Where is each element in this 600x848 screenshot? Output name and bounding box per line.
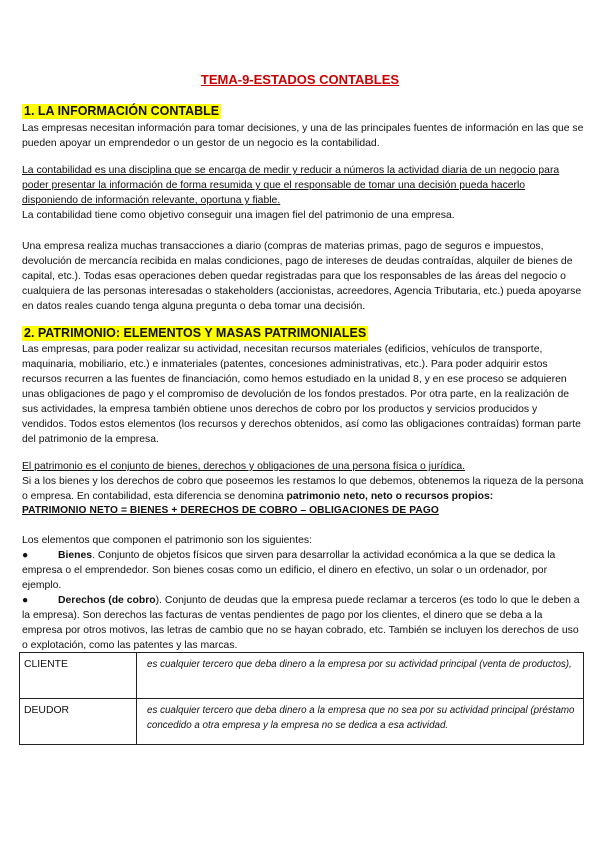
paragraph: Los elementos que componen el patrimonio son los siguientes: [22,535,312,546]
paragraph-text: Si a los bienes y los derechos de cobro que poseemos les restamos lo que debemos, obtenemos la riqueza de la persona o empresa. En contabilidad, esta diferencia se denomina [22,476,584,502]
table-cell-description: es cualquier tercero que deba dinero a la empresa por su actividad principal (venta de productos), [137,653,584,699]
table-row [20,653,584,699]
table-cell-description: es cualquier tercero que deba dinero a la empresa que no sea por su actividad principal (préstamo concedido a otra empresa y la empresa no se dedica a esa actividad. [137,699,584,745]
paragraph: Una empresa realiza muchas transacciones a diario (compras de materias primas, pago de seguros e impuestos, devolución de mercancía recibida en malas condiciones, pago de intereses de deudas contraídas, alquiler de bienes de capital, etc.). Todas esas operaciones deben quedar registradas para que los responsables de las áreas del negocio o cualquiera de las personas interesadas o stakeholders (accionistas, acreedores, Agencia Tributaria, etc.) pueda apoyarse en datos reales cuando tenga alguna pregunta o deba tomar una decisión. [22,241,582,312]
section-heading-patrimonio: 2. PATRIMONIO: ELEMENTOS Y MASAS PATRIMONIALES [24,326,367,340]
document-title: TEMA-9-ESTADOS CONTABLES [200,72,400,87]
table-row [20,699,584,745]
paragraph: Las empresas necesitan información para tomar decisiones, y una de las principales fuentes de información en las que se pueden apoyar un emprendedor o un gestor de un negocio es la contabilidad. [22,123,584,149]
derechos-label: Derechos (de cobro [58,595,156,606]
paragraph: La contabilidad tiene como objetivo conseguir una imagen fiel del patrimonio de una empresa. [22,210,455,221]
definitions-table [19,652,584,745]
section-heading-informacion-contable: 1. LA INFORMACIÓN CONTABLE [24,104,220,118]
table-cell-term: CLIENTE [20,653,137,699]
paragraph [22,474,584,504]
bullet-icon: ● [22,550,29,561]
paragraph: Las empresas, para poder realizar su actividad, necesitan recursos materiales (edificios, vehículos de transporte, maquinaria, mobiliario, etc.) e inmateriales (patentes, concesiones administrativas, etc.). Para poder adquirir estos recursos recurren a las fuentes de financiación, como hemos estudiado en la unidad 8, y en ese proceso se adquieren unas obligaciones de pago y el compromiso de devolución de los fondos prestados. Por otra parte, en la realización de sus actividades, la empresa también obtiene unos derechos de cobro por los productos y servicios producidos y vendidos. Todos estos elementos (los recursos y derechos obtenidos, así como las obligaciones contraídas) forman parte del patrimonio de la empresa. [22,344,581,445]
definition-paragraph: El patrimonio es el conjunto de bienes, derechos y obligaciones de una persona física o jurídica. [22,461,466,472]
patrimonio-formula: PATRIMONIO NETO = BIENES + DERECHOS DE COBRO – OBLIGACIONES DE PAGO [22,505,439,516]
bienes-label: Bienes [58,550,93,561]
patrimonio-neto-term: patrimonio neto, neto o recursos propios: [286,491,494,502]
definition-paragraph: La contabilidad es una disciplina que se encarga de medir y reducir a números la actividad diaria de un negocio para poder presentar la información de forma resumida y que el responsable de tomar una decisión pueda hacerlo disponiendo de información relevante, oportuna y fiable. [22,165,560,206]
table-cell-term: DEUDOR [20,699,137,745]
list-item-derechos [22,593,584,653]
derechos-text: ). Conjunto de deudas que la empresa puede reclamar a terceros (es todo lo que le deben a la empresa). Son derechos las facturas de ventas pendientes de pago por los clientes, el dinero que se deba a la empresa por otros motivos, las letras de cambio que no se hayan cobrado, etc. También se incluyen los derechos de uso o explotación, como las patentes y las marcas. [22,595,580,651]
bienes-text: . Conjunto de objetos físicos que sirven para desarrollar la actividad económica a la que se dedica la empresa o el emprendedor. Son bienes cosas como un edificio, el dinero en efectivo, un solar o un ordenador, por ejemplo. [22,550,556,591]
list-item-bienes [22,548,584,593]
bullet-icon: ● [22,595,29,606]
